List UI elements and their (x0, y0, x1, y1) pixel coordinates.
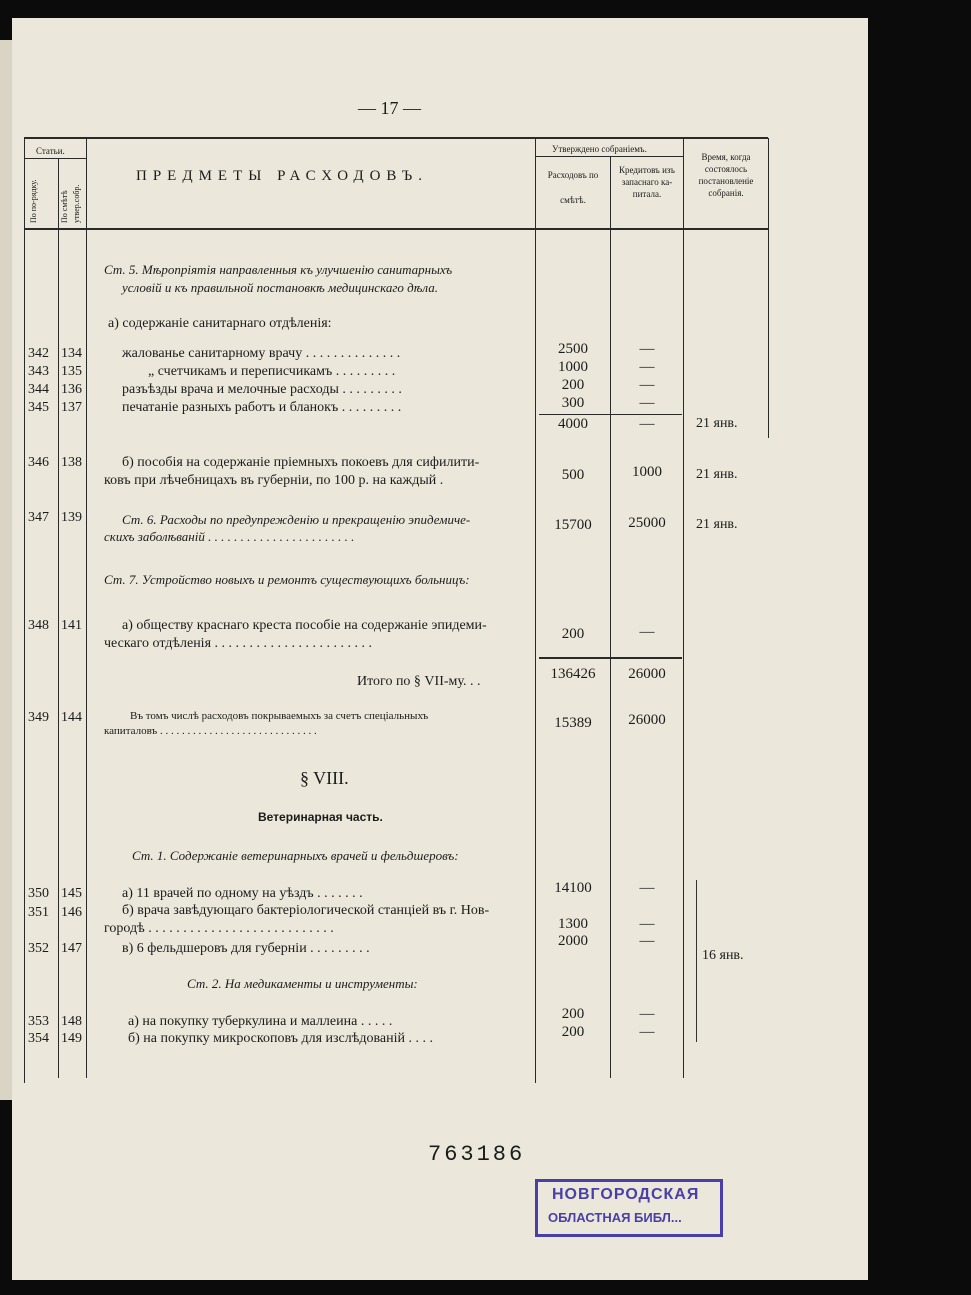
date: 16 янв. (702, 948, 744, 963)
row-number: 350 (28, 886, 49, 901)
row-number: 354 (28, 1031, 49, 1046)
row-text-line1: Въ томъ числѣ расходовъ покрываемыхъ за счетъ спеціальныхъ (130, 710, 429, 722)
row-amount: 15700 (554, 517, 592, 533)
row-number: 352 (28, 941, 49, 956)
previous-page-edge (0, 40, 12, 1100)
library-stamp (535, 1179, 723, 1237)
row-amount: 200 (561, 626, 585, 642)
st7-heading: Ст. 7. Устройство новыхъ и ремонтъ существующихъ больницъ: (104, 572, 470, 587)
header-po-poryadku: По по-рядку. (29, 179, 38, 223)
row-number: 342 (28, 346, 49, 361)
row-amount: 500 (561, 467, 585, 483)
header-vremya-1: Время, когда (701, 152, 751, 162)
row-number: 347 (28, 510, 49, 525)
row-number: 353 (28, 1014, 49, 1029)
row-credit: 26000 (628, 712, 666, 728)
row-number: 349 (28, 710, 49, 725)
col-border (768, 138, 769, 438)
row-number: 343 (28, 364, 49, 379)
header-vremya-4: собранія. (708, 188, 744, 198)
header-statyi: Статьи. (36, 146, 65, 156)
row-amount: 2000 (558, 933, 588, 949)
header-kreditov-1: Кредитовъ изъ (619, 165, 675, 175)
row-credit: — (639, 624, 655, 640)
row-text-line2: капиталовъ . . . . . . . . . . . . . . . . . . . . . . . . . . . . . (104, 725, 317, 737)
row-smeta-number: 135 (61, 364, 82, 379)
row-text: а) на покупку туберкулина и маллеина . . . . . (128, 1014, 393, 1029)
header-vremya-2: состоялось (704, 164, 748, 174)
row-number: 345 (28, 400, 49, 415)
row-smeta-number: 134 (61, 346, 82, 361)
total-credit: 26000 (628, 666, 666, 682)
row-number: 344 (28, 382, 49, 397)
row-text-line1: в) 6 фельдшеровъ для губерніи . . . . . . . . . (122, 941, 370, 956)
row-number: 348 (28, 618, 49, 633)
row-amount: 2500 (558, 341, 588, 357)
st5-line2: условій и къ правильной постановкѣ медицинскаго дѣла. (122, 280, 438, 295)
st5-line1: Ст. 5. Мѣропріятія направленныя къ улучшенію санитарныхъ (104, 262, 453, 277)
row-text: „ счетчикамъ и переписчикамъ . . . . . . . . . (148, 364, 396, 379)
row-smeta-number: 141 (61, 618, 82, 633)
header-vremya-3: постановленіе (698, 176, 754, 186)
row-amount: 15389 (554, 715, 592, 731)
table-header-rule (24, 228, 768, 230)
row-text: разъѣзды врача и мелочные расходы . . . . . . . . . (122, 382, 402, 397)
row-smeta-number: 146 (61, 905, 82, 920)
row-smeta-number: 149 (61, 1031, 82, 1046)
sub-a-heading: а) содержаніе санитарнаго отдѣленія: (108, 316, 332, 331)
header-kreditov-2: запаснаго ка- (621, 177, 673, 187)
col-border (683, 138, 684, 1078)
row-amount: 300 (561, 395, 585, 411)
row-credit: — (639, 359, 655, 375)
st1-heading: Ст. 1. Содержаніе ветеринарныхъ врачей и фельдшеровъ: (132, 848, 459, 863)
col-border (610, 156, 611, 1078)
row-amount: 200 (561, 1024, 585, 1040)
row-text-line2: городѣ . . . . . . . . . . . . . . . . . . . . . . . . . . . (104, 921, 334, 936)
utverzhdeno-rule (535, 156, 683, 157)
row-smeta-number: 137 (61, 400, 82, 415)
table-top-rule (24, 137, 768, 139)
section-heading: § VIII. (300, 768, 349, 788)
document-page (12, 18, 868, 1280)
statyi-rule (24, 158, 86, 159)
subtotal-amount: 4000 (558, 416, 588, 432)
date: 21 янв. (696, 467, 738, 482)
header-rashodov-1: Расходовъ по (547, 170, 599, 180)
row-credit: — (639, 933, 655, 949)
row-number: 351 (28, 905, 49, 920)
stamp-line2: ОБЛАСТНАЯ БИБЛ... (548, 1210, 682, 1225)
header-rashodov-2: смѣтѣ. (560, 195, 586, 205)
subtotal-credit: — (639, 416, 655, 432)
row-text-line1: а) обществу краснаго креста пособіе на содержаніе эпидеми- (122, 618, 487, 633)
header-utverzhdeno: Утверждено собраніемъ. (552, 144, 647, 154)
row-credit: — (639, 341, 655, 357)
col-border (535, 138, 536, 1083)
row-credit: — (639, 880, 655, 896)
col-border (24, 138, 25, 1083)
subtotal-rule (539, 414, 682, 415)
inventory-number: 763186 (428, 1142, 526, 1167)
row-credit: — (639, 916, 655, 932)
row-text: печатаніе разныхъ работъ и бланокъ . . . . . . . . . (122, 400, 402, 415)
row-smeta-number: 138 (61, 455, 82, 470)
section-subheading: Ветеринарная часть. (258, 810, 383, 824)
row-amount: 200 (561, 377, 585, 393)
row-text-line1: Ст. 6. Расходы по предупрежденію и прекращенію эпидемиче- (122, 512, 471, 527)
header-utver-sobr: утвер.собр. (72, 184, 81, 223)
row-credit: — (639, 1006, 655, 1022)
row-text-line1: б) врача завѣдующаго бактеріологической станціей въ г. Нов- (122, 903, 490, 918)
stamp-line1: НОВГОРОДСКАЯ (552, 1186, 700, 1203)
row-amount: 1300 (558, 916, 588, 932)
row-credit: 1000 (632, 464, 662, 480)
row-text-line2: ческаго отдѣленія . . . . . . . . . . . . . . . . . . . . . . . (104, 636, 373, 651)
row-smeta-number: 145 (61, 886, 82, 901)
row-smeta-number: 136 (61, 382, 82, 397)
row-text: б) на покупку микроскоповъ для изслѣдованій . . . . (128, 1031, 433, 1046)
header-kreditov-3: питала. (632, 189, 662, 199)
row-text-line2: скихъ заболѣваній . . . . . . . . . . . . . . . . . . . . . . . (104, 529, 355, 544)
row-smeta-number: 148 (61, 1014, 82, 1029)
row-text-line1: б) пособія на содержаніе пріемныхъ покоевъ для сифилити- (122, 455, 480, 470)
col-border (86, 138, 87, 1078)
total-rule (539, 657, 682, 659)
row-text: жалованье санитарному врачу . . . . . . . . . . . . . . (122, 346, 401, 361)
row-text-line1: а) 11 врачей по одному на уѣздъ . . . . . . . (122, 886, 363, 901)
row-text-line2: ковъ при лѣчебницахъ въ губерніи, по 100 р. на каждый . (104, 473, 444, 488)
row-number: 346 (28, 455, 49, 470)
row-credit: — (639, 395, 655, 411)
date-brace (696, 880, 697, 1042)
row-credit: 25000 (628, 515, 666, 531)
row-smeta-number: 147 (61, 941, 82, 956)
header-title: ПРЕДМЕТЫ РАСХОДОВЪ. (136, 168, 428, 184)
page-number: — 17 — (358, 98, 421, 118)
row-amount: 200 (561, 1006, 585, 1022)
total-label: Итого по § VII-му. . . (357, 674, 481, 689)
row-amount: 1000 (558, 359, 588, 375)
st2-heading: Ст. 2. На медикаменты и инструменты: (187, 976, 418, 991)
row-smeta-number: 144 (61, 710, 82, 725)
row-amount: 14100 (554, 880, 592, 896)
date: 21 янв. (696, 517, 738, 532)
total-amount: 136426 (550, 666, 596, 682)
date: 21 янв. (696, 416, 738, 431)
row-credit: — (639, 1024, 655, 1040)
row-credit: — (639, 377, 655, 393)
row-smeta-number: 139 (61, 510, 82, 525)
header-po-smete: По смѣтѣ (60, 190, 69, 223)
col-border (58, 158, 59, 1078)
